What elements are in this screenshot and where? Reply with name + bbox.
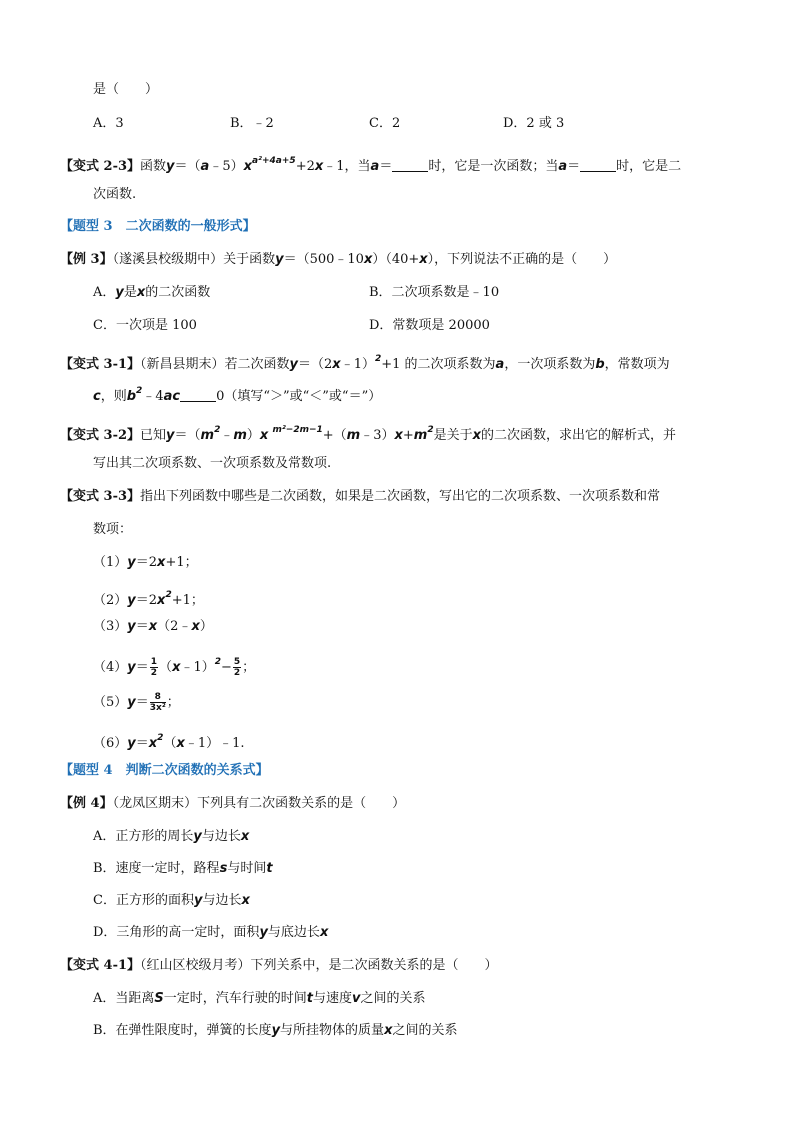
section-heading-3: 【题型 3 二次函数的一般形式】 (60, 219, 256, 234)
fraction: $\frac{8}{\text{3x²}}$ (149, 692, 166, 713)
option-a[interactable]: A．3 (93, 116, 124, 131)
option-b[interactable]: B．﹣2 (230, 116, 274, 131)
example-4: 【例 4】（龙凤区期末）下列具有二次函数关系的是（ ） (60, 796, 406, 811)
fraction: $\frac{1}{2}$ (150, 657, 158, 678)
variant-2-3: 【变式 2-3】函数$y=(a﹣5)x^{a^2+4a+5}+2x﹣1$，当a＝ 时，它是一次函数；当a＝ 时，它是二 (60, 156, 682, 174)
option-d[interactable]: D．三角形的高一定时，面积y与底边长x (93, 925, 329, 940)
fraction: $\frac{5}{2}$ (233, 657, 241, 678)
answer-blank[interactable] (580, 157, 616, 172)
option-d[interactable]: D．常数项是 20000 (369, 318, 490, 333)
option-b[interactable]: B．在弹性限度时，弹簧的长度y与所挂物体的质量x之间的关系 (93, 1023, 458, 1038)
option-b[interactable]: B．二次项系数是﹣10 (369, 285, 500, 300)
section-heading-4: 【题型 4 判断二次函数的关系式】 (60, 763, 269, 778)
variant-2-3-cont: 次函数. (93, 187, 137, 202)
option-c[interactable]: C．一次项是 100 (93, 318, 197, 333)
variant-3-2: 【变式 3-2】已知$y=(m^2﹣m)x$ $^{m^2-2m-1}+(m﹣3)x+m^2$是关于x的二次函数，求出它的解析式，并 (60, 425, 677, 443)
option-a[interactable]: A．y是x的二次函数 (93, 285, 211, 300)
answer-blank[interactable] (392, 157, 428, 172)
variant-3-3-cont: 数项： (93, 522, 133, 537)
option-b[interactable]: B．速度一定时，路程s与时间t (93, 861, 273, 876)
list-item-1: （1）y＝2x+1； (93, 555, 198, 570)
option-d[interactable]: D．2 或 3 (503, 116, 565, 131)
option-a[interactable]: A．当距离S一定时，汽车行驶的时间t与速度v之间的关系 (93, 991, 426, 1006)
variant-3-2-cont: 写出其二次项系数、一次项系数及常数项. (93, 456, 332, 471)
option-c[interactable]: C．正方形的面积y与边长x (93, 893, 250, 908)
list-item-5: （5）y＝ $\frac{8}{\text{3x²}}$ ； (93, 692, 180, 713)
list-item-2: $(2)y=2x^2+1$； (93, 590, 204, 608)
variant-3-1: 【变式 3-1】（新昌县期末）若二次函数y＝（2x﹣1）$^2$+1 的二次项系数为a，一次项系数为b，常数项为 (60, 354, 670, 372)
list-item-3: （3）y＝x（2﹣x） (93, 619, 213, 634)
list-item-4: （4）y＝ $\frac{1}{2}$ （x﹣1）$^2$− $\frac{5}{2}$ ； (93, 657, 256, 678)
option-c[interactable]: C．2 (369, 116, 401, 131)
list-item-6: $(6)y=x^2(x﹣1)﹣1$. (93, 733, 245, 751)
example-3: 【例 3】（遂溪县校级期中）关于函数y＝（500﹣10x）（40+x），下列说法不正确的是（ ） (60, 252, 617, 267)
question-tail: 是（ ） (93, 82, 159, 97)
variant-3-3: 【变式 3-3】指出下列函数中哪些是二次函数，如果是二次函数，写出它的二次项系数、一次项系数和常 (60, 489, 661, 504)
variant-4-1: 【变式 4-1】（红山区校级月考）下列关系中，是二次函数关系的是（ ） (60, 958, 498, 973)
variant-3-1-cont: c，则$b^2﹣4ac$ 0（填写“＞”或“＜”或“＝”） (93, 386, 382, 404)
option-a[interactable]: A．正方形的周长y与边长x (93, 829, 250, 844)
answer-blank[interactable] (180, 387, 216, 402)
